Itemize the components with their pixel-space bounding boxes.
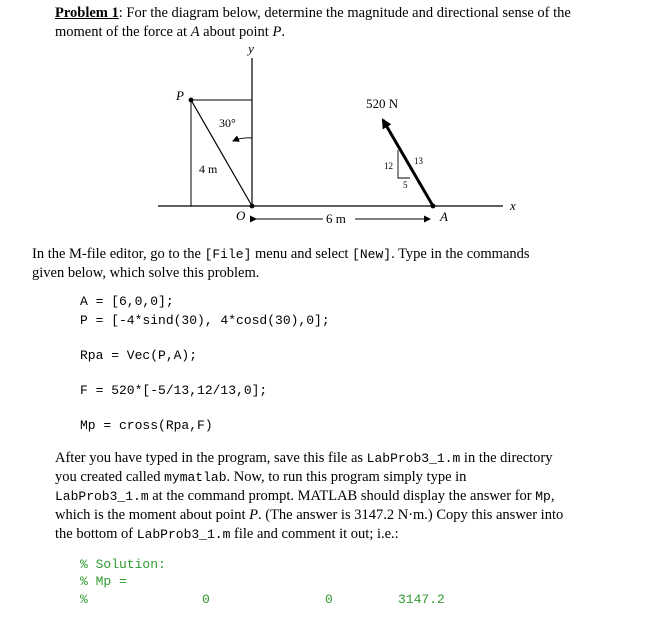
after-l1a: After you have typed in the program, save this file as: [55, 450, 367, 466]
point-p-ref: P: [272, 24, 282, 40]
problem-text-line2c: .: [281, 24, 285, 40]
file-menu-ref: [File]: [204, 247, 252, 262]
point-a-label: A: [440, 209, 448, 224]
solution-value-2: 0: [325, 592, 333, 607]
after-point-p: P: [249, 507, 258, 523]
after-l2b: . Now, to run this program simply type in: [226, 469, 467, 485]
y-axis-label: y: [248, 41, 254, 56]
solution-line-3-prefix: %: [80, 592, 88, 607]
problem-statement: [55, 4, 640, 42]
point-p-dot: [189, 98, 194, 103]
code-line-5: Mp = cross(Rpa,F): [80, 418, 213, 433]
new-item-ref: [New]: [352, 247, 392, 262]
slope-hyp-label: 13: [414, 156, 423, 166]
x-axis-label: x: [510, 198, 516, 213]
solution-value-1: 0: [202, 592, 210, 607]
filename-ref-3: LabProb3_1.m: [136, 527, 231, 542]
slope-run-label: 5: [403, 180, 408, 190]
point-a-ref: A: [190, 24, 200, 40]
directory-ref: mymatlab: [164, 470, 227, 485]
instructions-line1b: menu and select: [251, 246, 353, 262]
after-l2a: you created called: [55, 469, 165, 485]
origin-dot: [250, 204, 255, 209]
instructions-line1c: . Type in the commands: [391, 246, 530, 262]
after-l3b: ,: [550, 488, 555, 504]
after-l1b: in the directory: [460, 450, 553, 466]
filename-ref-2: LabProb3_1.m: [55, 489, 149, 504]
angle-arc: [233, 138, 252, 141]
distance-label: 6 m: [326, 211, 346, 226]
slope-rise-label: 12: [384, 161, 393, 171]
problem-text-line1: For the diagram below, determine the magnitude and directional sense of the: [122, 5, 571, 21]
problem-text-line2a: moment of the force at: [55, 24, 191, 40]
instructions-line1a: In the M-file editor, go to the: [32, 246, 205, 262]
solution-value-3: 3147.2: [398, 592, 445, 607]
length-label: 4 m: [199, 162, 218, 176]
mp-ref: Mp: [535, 489, 551, 504]
solution-line-1: % Solution:: [80, 557, 166, 572]
after-paragraph: [55, 449, 640, 544]
code-line-1: A = [6,0,0];: [80, 294, 174, 309]
instructions-line2: given below, which solve this problem.: [32, 265, 260, 281]
problem-colon: :: [118, 5, 123, 21]
filename-ref-1: LabProb3_1.m: [366, 451, 461, 466]
after-l3a: at the command prompt. MATLAB should display the answer for: [148, 488, 536, 504]
force-label: 520 N: [366, 96, 399, 111]
point-p-label: P: [176, 88, 184, 103]
after-l5b: file and comment it out; i.e.:: [230, 526, 399, 542]
instructions-paragraph: [32, 245, 632, 283]
origin-label: O: [236, 208, 246, 223]
after-l4a: which is the moment about point: [55, 507, 250, 523]
problem-label: Problem 1: [55, 5, 119, 21]
problem-text-line2b: about point: [199, 24, 273, 40]
after-l4b: . (The answer is 3147.2 N·m.) Copy this answer into: [257, 507, 564, 523]
code-line-4: F = 520*[-5/13,12/13,0];: [80, 383, 268, 398]
code-line-3: Rpa = Vec(P,A);: [80, 348, 198, 363]
after-l5a: the bottom of: [55, 526, 137, 542]
solution-line-2: % Mp =: [80, 574, 127, 589]
moment-diagram: [0, 38, 645, 278]
code-line-2: P = [-4*sind(30), 4*cosd(30),0];: [80, 313, 330, 328]
angle-label: 30°: [219, 116, 236, 130]
